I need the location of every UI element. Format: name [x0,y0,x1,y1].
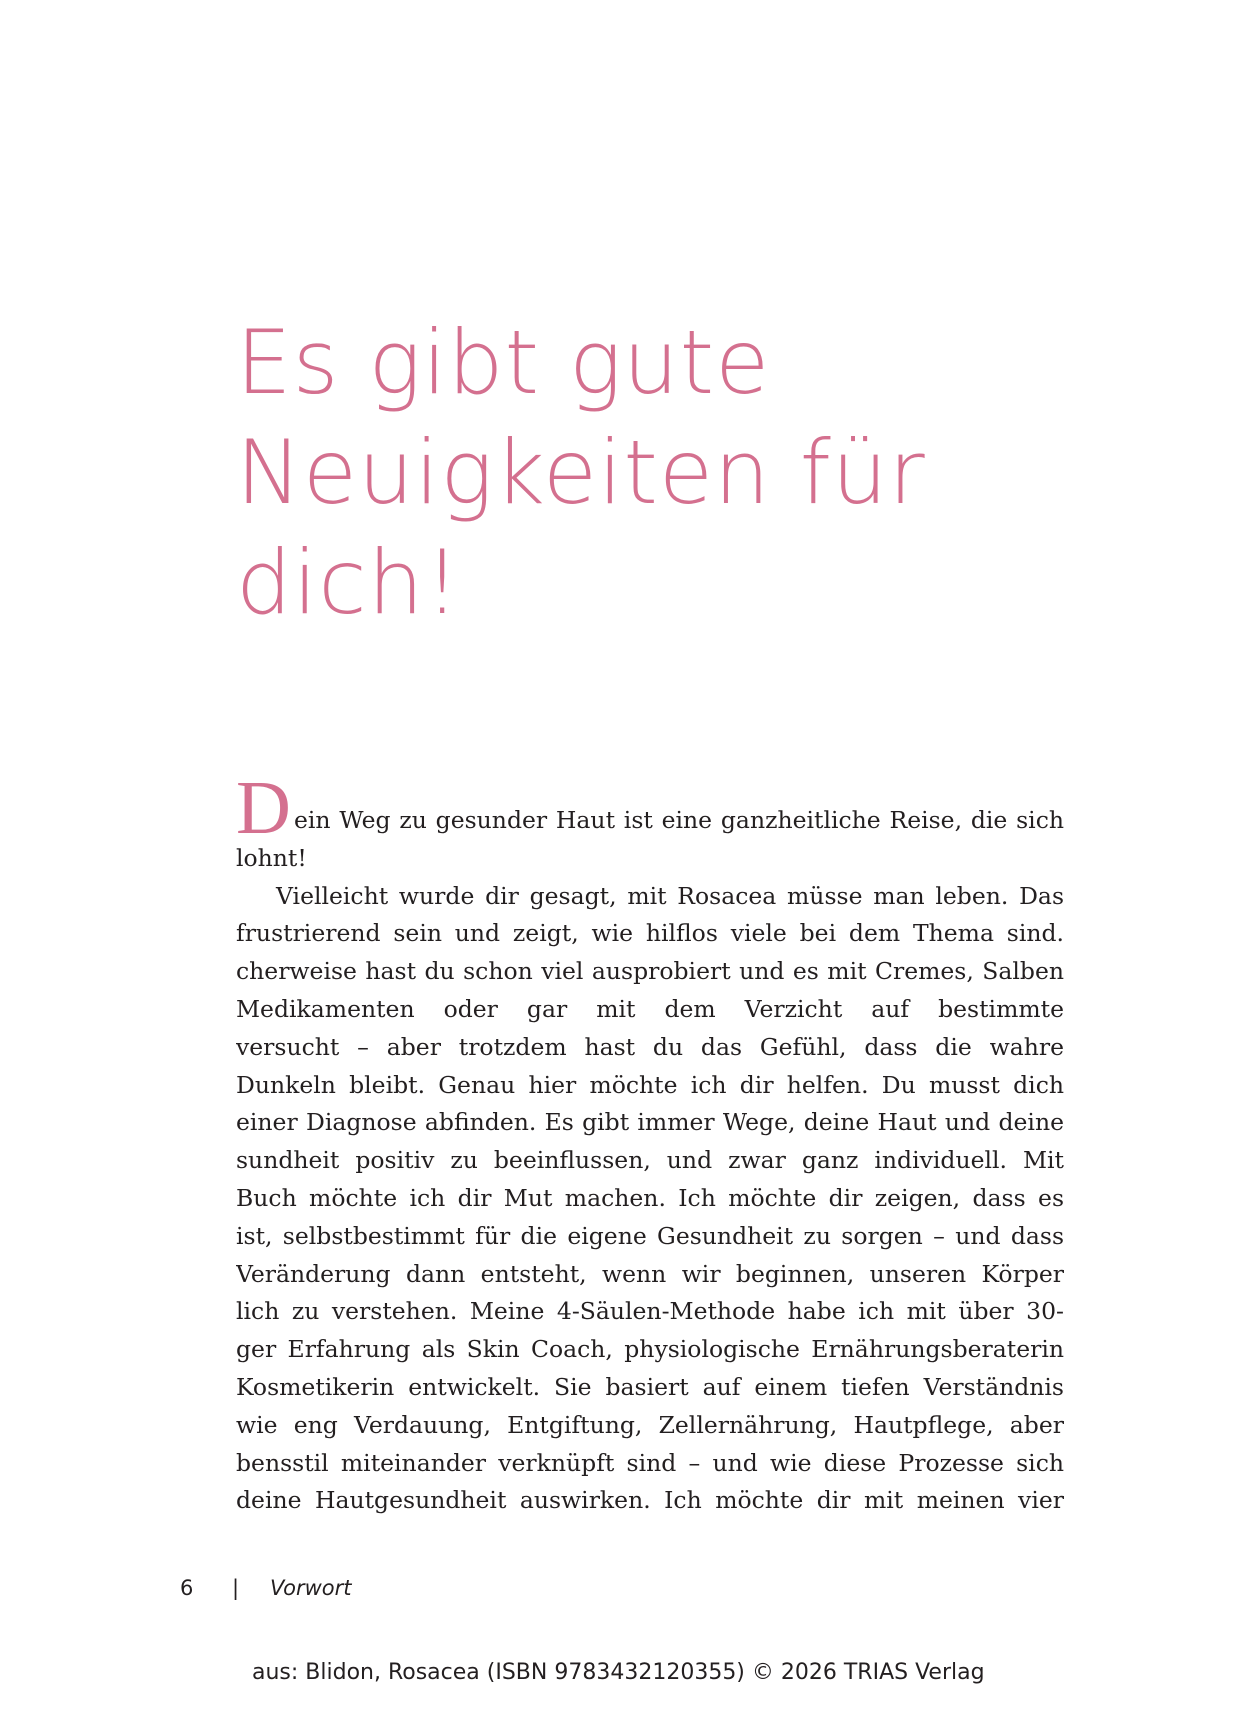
body-line: versucht – aber trotzdem hast du das Gefühl, dass die wahre [236,1032,1064,1061]
body-line: Kosmetikerin entwickelt. Sie basiert auf einem tiefen Verständnis [236,1372,1064,1401]
body-line: ein Weg zu gesunder Haut ist eine ganzheitliche Reise, die sich [294,806,1064,834]
body-text [236,802,1064,1520]
chapter-title-line: Es gibt gute [236,311,771,414]
chapter-title [236,308,1056,638]
page-number: 6 [180,1576,194,1600]
chapter-title-line: dich! [236,531,461,634]
body-line: cherweise hast du schon viel ausprobiert und es mit Cremes, Salben [236,957,1064,986]
body-line: ist, selbstbestimmt für die eigene Gesundheit zu sorgen – und dass [236,1221,1064,1250]
body-line: Vielleicht wurde dir gesagt, mit Rosacea müsse man leben. Das [276,881,1064,910]
body-line: Buch möchte ich dir Mut machen. Ich möchte dir zeigen, dass es [236,1183,1064,1212]
body-line: einer Diagnose abfinden. Es gibt immer Wege, deine Haut und deine [236,1108,1064,1137]
body-line: frustrierend sein und zeigt, wie hilflos viele bei dem Thema sind. [236,919,1064,948]
body-line: lich zu verstehen. Meine 4-Säulen-Methode habe ich mit über 30- [236,1297,1064,1326]
body-line: Medikamenten oder gar mit dem Verzicht auf bestimmte [236,994,1064,1023]
running-section-title: Vorwort [270,1576,352,1600]
source-note: aus: Blidon, Rosacea (ISBN 9783432120355) © 2026 TRIAS Verlag [252,1660,985,1685]
body-line: lohnt! [236,843,307,872]
body-line: Veränderung dann entsteht, wenn wir beginnen, unseren Körper [236,1259,1064,1288]
body-line: Dunkeln bleibt. Genau hier möchte ich dir helfen. Du musst dich [236,1070,1064,1099]
body-line: wie eng Verdauung, Entgiftung, Zellernährung, Hautpflege, aber [236,1410,1064,1439]
drop-cap: D [236,766,291,850]
body-line: ger Erfahrung als Skin Coach, physiologische Ernährungsberaterin [236,1335,1064,1364]
body-line: bensstil miteinander verknüpft sind – und wie diese Prozesse sich [236,1448,1064,1477]
chapter-title-line: Neuigkeiten für [236,421,926,524]
body-line: sundheit positiv zu beeinflussen, und zwar ganz individuell. Mit [236,1146,1064,1175]
footer-separator: | [232,1576,240,1600]
body-line: deine Hautgesundheit auswirken. Ich möchte dir mit meinen vier [236,1486,1064,1515]
